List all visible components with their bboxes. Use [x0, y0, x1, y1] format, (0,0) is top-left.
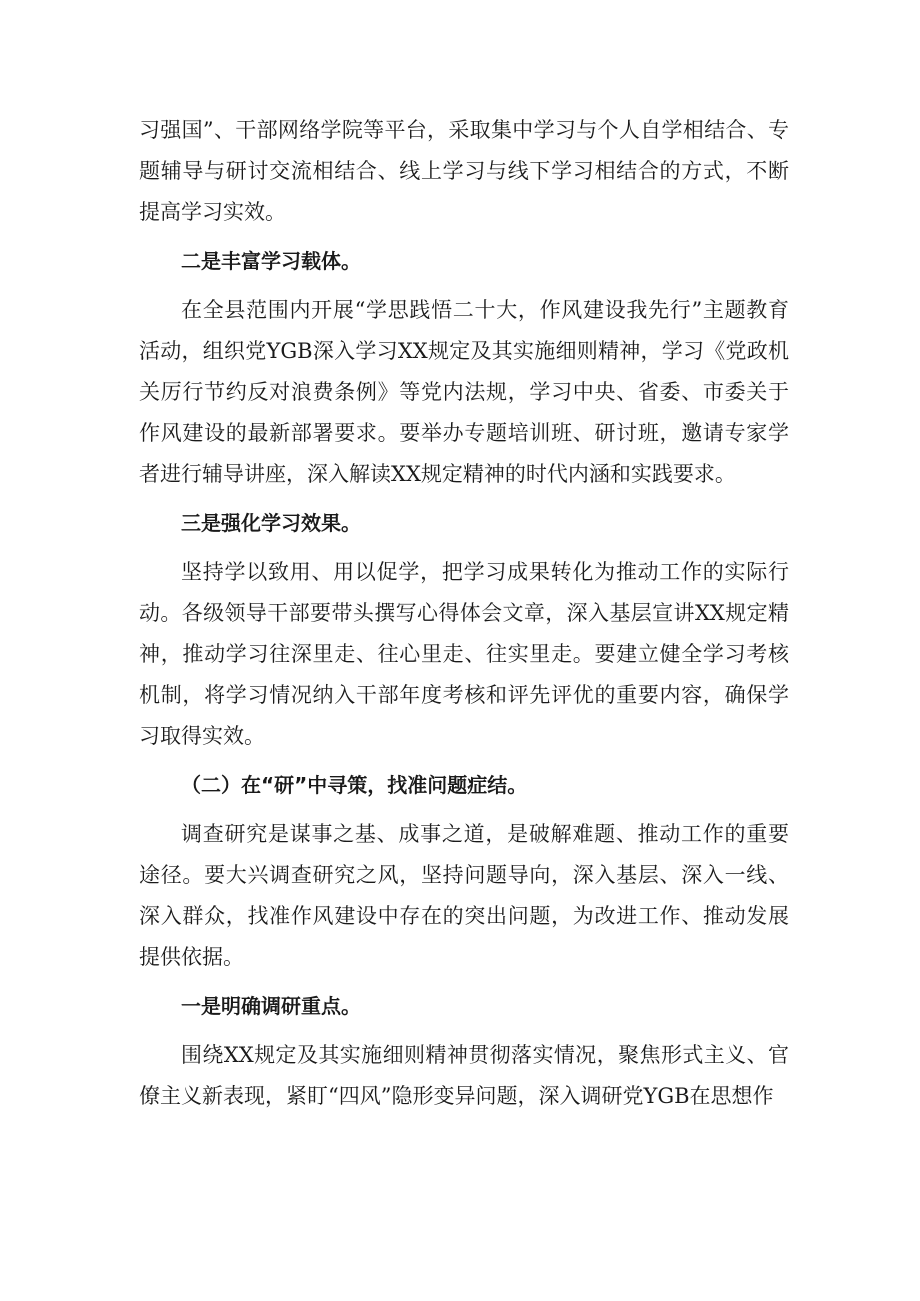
heading-section-two: （二）在“研”中寻策，找准问题症结。: [181, 773, 528, 797]
heading-enrich-carriers: 二是丰富学习载体。: [181, 249, 361, 273]
paragraph-continuation: 习强国”、干部网络学院等平台，采取集中学习与个人自学相结合、专题辅导与研讨交流相结合、线上学习与线下学习相结合的方式，不断提高学习实效。: [139, 118, 789, 224]
spacer: [139, 495, 789, 503]
paragraph-enrich-carriers: 在全县范围内开展“学思践悟二十大，作风建设我先行”主题教育活动，组织党YGB深入学习XX规定及其实施细则精神，学习《党政机关厉行节约反对浪费条例》等党内法规，学习中央、省委、市委关于作风建设的最新部署要求。要举办专题培训班、研讨班，邀请专家学者进行辅导讲座，深入解读XX规定精神的时代内涵和实践要求。: [139, 298, 789, 486]
spacer: [139, 757, 789, 765]
document-body: [139, 110, 789, 1117]
spacer: [139, 544, 789, 552]
spacer: [139, 282, 789, 290]
paragraph-strengthen-effect: 坚持学以致用、用以促学，把学习成果转化为推动工作的实际行动。各级领导干部要带头撰写心得体会文章，深入基层宣讲XX规定精神，推动学习往深里走、往心里走、往实里走。要建立健全学习考核机制，将学习情况纳入干部年度考核和评先评优的重要内容，确保学习取得实效。: [139, 560, 789, 748]
heading-research-focus: 一是明确调研重点。: [181, 994, 361, 1018]
paragraph-research-focus: 围绕XX规定及其实施细则精神贯彻落实情况，聚焦形式主义、官僚主义新表现，紧盯“四风”隐形变异问题，深入调研党YGB在思想作: [139, 1043, 789, 1108]
spacer: [139, 978, 789, 986]
spacer: [139, 1027, 789, 1035]
heading-strengthen-effect: 三是强化学习效果。: [181, 511, 361, 535]
spacer: [139, 233, 789, 241]
spacer: [139, 806, 789, 814]
paragraph-research: 调查研究是谋事之基、成事之道，是破解难题、推动工作的重要途径。要大兴调查研究之风，坚持问题导向，深入基层、深入一线、深入群众，找准作风建设中存在的突出问题，为改进工作、推动发展提供依据。: [139, 822, 789, 969]
